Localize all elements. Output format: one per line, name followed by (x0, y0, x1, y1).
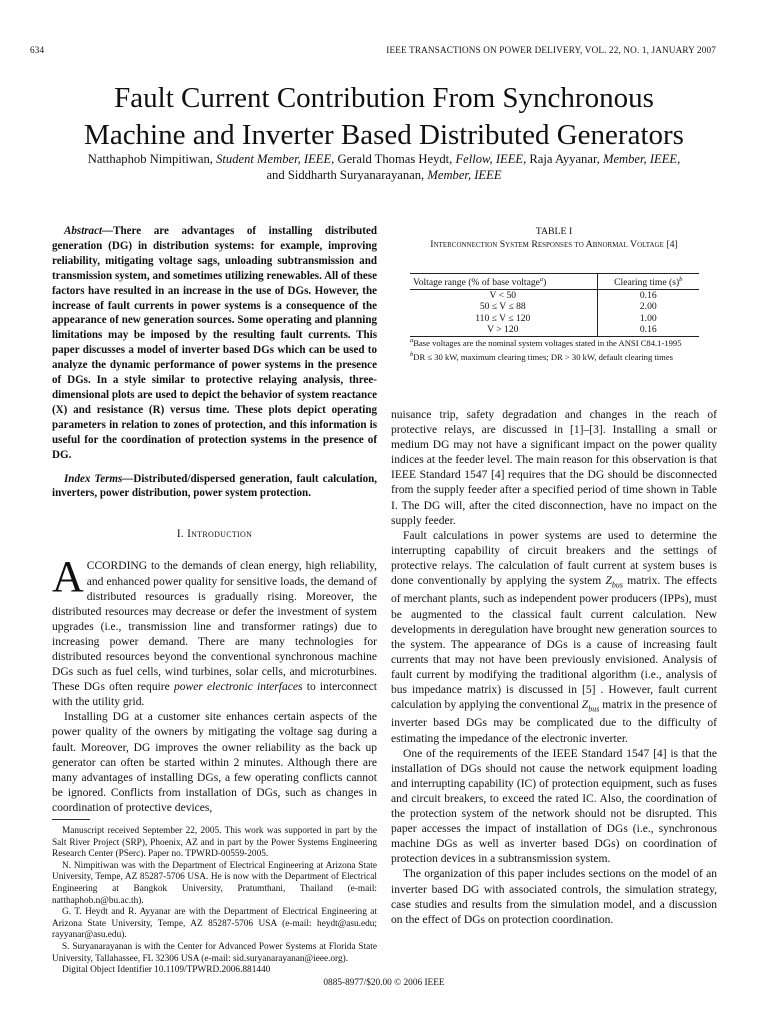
page-number: 634 (30, 45, 45, 55)
footnote-rule (52, 819, 90, 820)
index-terms (52, 472, 377, 502)
abstract-text: There are advantages of installing distributed generation (DG) in distribution systems: for example, improving reliability, mitigating voltage sags, unloading subtransmission and transmission system, and sometimes utilizing renewables. All of these factors have resulted in an increase in the use of DGs. However, the increase of fault currents in power systems is a consequence of the appearance of new generation sources. Some operating and planning limitations may be imposed by the resulting fault currents. This paper discusses a model of inverter based DGs which can be used to analyze the dynamic performance of power systems in the presence of DGs. In a style similar to protective relaying analysis, three-dimensional plots are used to depict the behavior of system reactance (X) and resistance (R) versus time. These plots depict operating parameters in relation to zones of protection, and this information is useful for the coordination of protection systems in the presence of DG. (52, 225, 377, 461)
right-paragraph-1: nuisance trip, safety degradation and changes in the reach of protective relays, are discussed in [1]–[3]. Installing a small or medium DG may not have a significant impact on the power quality indices at the feeder level. The main reason for this observation is that IEEE Standard 1547 [4] requires that the DG should be disconnected from the supply feeder after a specified period of time shown in Table I. The DG will, after the cited disconnection, have no impact on the supply feeder. (391, 409, 717, 527)
cell-range: V < 50 (410, 289, 597, 301)
zbus-symbol: $Z_{bus}$ (605, 575, 624, 590)
cell-time: 0.16 (639, 289, 657, 301)
table-caption (391, 225, 717, 251)
author-3-role: Member, IEEE, (602, 152, 681, 166)
footnote-doi: Digital Object Identifier 10.1109/TPWRD.2006.881440 (62, 965, 271, 976)
left-column (52, 224, 377, 816)
footnote-author-2-3: G. T. Heydt and R. Ayyanar are with the Department of Electrical Engineering at Arizona State University, Tempe, AZ 85287-5706 USA (e-mail: heydt@asu.edu; rayyanar@asu.edu). (52, 907, 377, 941)
right-paragraph-3: One of the requirements of the IEEE Standard 1547 [4] is that the installation of DGs should not cause the network equipment loading and interrupting capability (IC) of protection equipment, such as fuses and circuit breakers, to exceed the rated IC. Also, the coordination of the protection system of the network should not be disrupted. This paper accesses the impact of installation of DGs (i.e., synchronous machine DGs as well as inverter based DGs) on coordination of protection devices in a subtransmission system. (391, 747, 717, 866)
intro-p1-emphasis: power electronic interfaces (173, 681, 303, 694)
cell-time: 2.00 (639, 301, 657, 313)
table-1 (410, 273, 699, 337)
cell-range: 110 ≤ V ≤ 120 (410, 313, 597, 325)
footnote-author-4: S. Suryanarayanan is with the Center for Advanced Power Systems at Florida State University, Tallahassee, FL 32306 USA (e-mail: sid.suryanarayanan@ieee.org). (52, 941, 377, 964)
footnotes (52, 826, 377, 977)
author-2-role: Fellow, IEEE, (455, 152, 527, 166)
copyright-footer: 0885-8977/$20.00 © 2006 IEEE (323, 978, 445, 988)
table-row (410, 289, 699, 301)
index-terms-text: Distributed/dispersed generation, fault calculation, inverters, power distribution, power system protection. (52, 472, 377, 500)
index-terms-lead: Index Terms— (64, 472, 134, 485)
right-column (391, 408, 717, 928)
table-note-b: $^b$DR ≤ 30 kW, maximum clearing times; DR > 30 kW, default clearing times (410, 351, 674, 363)
cell-time: 0.16 (597, 324, 699, 336)
intro-p1-text-a: to the demands of clean energy, high reliability, and enhanced power quality for sensitive loads, the demand of distributed resources is gradually rising. Moreover, the distributed resources may decrease or defer the investment of system upgrades (i.e., transmission line and transformer ratings) due to increasing power demand. There are many technologies for distributed resources beyond the conventional synchronous machine DGs such as fuel cells, wind turbines, solar cells, and microturbines. These DGs often require (52, 560, 377, 694)
table-row (410, 301, 699, 313)
table-row (410, 313, 699, 325)
footnote-manuscript: Manuscript received September 22, 2005. This work was supported in part by the Salt River Project (SRP), Phoenix, AZ and in part by the Power Systems Engineering Research Center (PSerc). Paper no. TPWRD-00559-2005. (52, 826, 377, 860)
col-header-clearing: Clearing time $(s)^b$ (597, 274, 699, 290)
table-note-a: $^a$Base voltages are the nominal system voltages stated in the ANSI C84.1-1995 (410, 337, 682, 348)
col-header-voltage: Voltage range (% of base voltage$^a$) (410, 274, 597, 290)
cell-range: 50 ≤ V ≤ 88 (410, 301, 597, 313)
footnote-author-1: N. Nimpitiwan was with the Department of Electrical Engineering at Arizona State University, Tempe, AZ 85287-5706 USA. He is now with the Department of Electrical Engineering at Bangkok University, Pratumthani, Thailand (e-mail: natthaphob.n@bu.ac.th). (52, 860, 377, 906)
cell-range: V > 120 (410, 324, 597, 336)
section-number: I. (176, 528, 184, 541)
table-label: TABLE I (535, 226, 573, 237)
right-paragraph-2: Fault calculations in power systems are used to determine the interrupting capability of circuit breakers and the settings of protective relays. The calculation of fault current at system buses is done conventionally by applying the system $Z_{bus}$ matrix. The effects of merchant plants, such as independent power producers (IPPs), must be augmented to the classical fault current calculation. New developments in deregulation have brought new generation sources to the system. The appearance of DGs is a cause of increasing fault currents that may not have been previously envisioned. Analysis of fault current by modifying the traditional algorithm (i.e., analysis of bus impedance matrix) is discussed in [5] . However, fault current calculation by applying the conventional $Z_{bus}$ matrix in the presence of inverter based DGs may be complicated due to the difficulty of estimating the impedance of the electronic inverter. (391, 529, 718, 745)
journal-header: IEEE TRANSACTIONS ON POWER DELIVERY, VOL. 22, NO. 1, JANUARY 2007 (386, 45, 716, 55)
table-notes (410, 335, 725, 364)
title-line-1: Fault Current Contribution From Synchronous (114, 82, 654, 114)
author-4-role: Member, IEEE (427, 167, 502, 182)
author-4: Siddharth Suryanarayanan, (287, 167, 425, 182)
intro-first-word: CCORDING (86, 560, 148, 573)
right-paragraph-4: The organization of this paper includes sections on the model of an inverter based DG with associated controls, the simulation strategy, case studies and results from the simulation model, and a discussion on the effect of DGs on protection coordination. (391, 868, 717, 926)
author-2: Gerald Thomas Heydt, (337, 152, 453, 166)
section-heading (52, 527, 377, 542)
paper-title (30, 80, 738, 154)
drop-cap: A (52, 552, 84, 602)
section-title: Introduction (187, 528, 253, 541)
abstract (52, 224, 377, 463)
abstract-lead: Abstract— (64, 225, 114, 237)
title-line-2: Machine and Inverter Based Distributed Generators (84, 119, 684, 151)
zbus-symbol: $Z_{bus}$ (581, 699, 600, 714)
intro-p1-text-b: to interconnect with the utility grid. (52, 681, 377, 709)
table-header-row (410, 274, 699, 290)
table-title: Interconnection System Responses to Abnormal Voltage [4] (430, 239, 678, 250)
cell-time: 1.00 (639, 312, 657, 324)
intro-paragraph-2: Installing DG at a customer site enhances certain aspects of the power quality of the owners by mitigating the voltage sag during a fault. Moreover, DG improves the owner reliability as the back up generator can often be started within 2 minutes. Although there are many advantages of installing DGs, a few operating conflicts cannot be ignored. Conflicts from installation of DGs, such as changes in coordination of protective devices, (52, 711, 377, 814)
intro-paragraph-1 (52, 552, 377, 710)
author-3: Raja Ayyanar, (529, 152, 600, 166)
author-list (30, 152, 738, 183)
author-1-role: Student Member, IEEE, (216, 152, 335, 166)
author-and: and (266, 167, 285, 182)
author-1: Natthaphob Nimpitiwan, (87, 152, 213, 166)
